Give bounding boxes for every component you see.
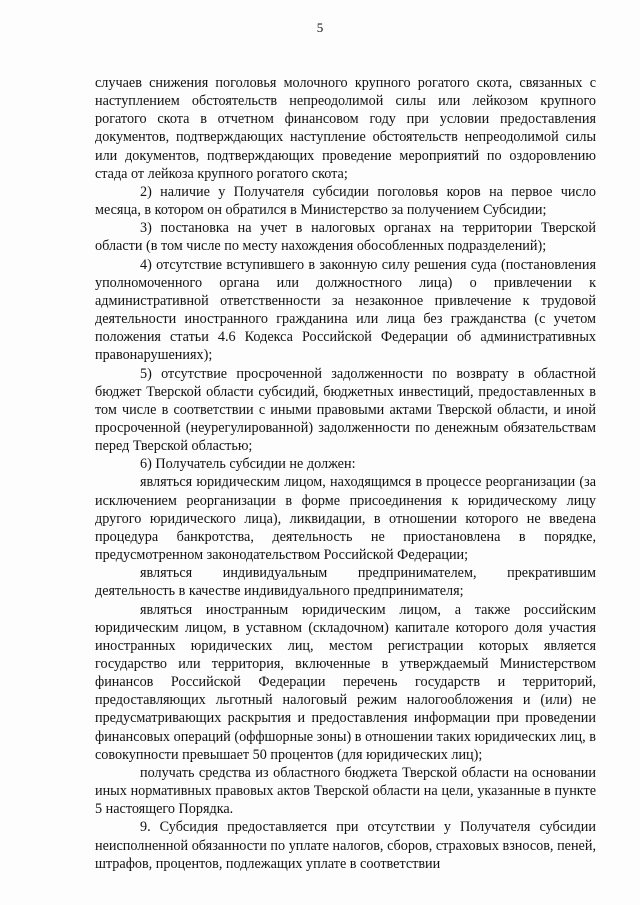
paragraph-item-5: 5) отсутствие просроченной задолженности по возврату в областной бюджет Тверской области субсидий, бюджетных инвестиций, предоставленных в том числе в соответствии с иными правовыми актами Тверской области, и иной просроченной (неурегулированной) задолженности по денежным обязательствам перед Тверской областью; (95, 365, 596, 455)
paragraph-item-3: 3) постановка на учет в налоговых органах на территории Тверской области (в том числе по месту нахождения обособленных подразделений); (95, 220, 596, 255)
paragraph-item-2: 2) наличие у Получателя субсидии поголовья коров на первое число месяца, в котором он обратился в Министерство за получением Субсидии; (95, 183, 596, 219)
paragraph-item-6: 6) Получатель субсидии не должен: (140, 456, 356, 473)
paragraph-foreign-entity: являться иностранным юридическим лицом, а также российским юридическим лицом, в уставном (складочном) капитале которого доля участия иностранных юридических лиц, местом регистрации которых является государство или территория, включенные в утверждаемый Министерством финансов Российской Федерации перечень государств и территорий, предоставляющих льготный налоговый режим налогообложения и (или) не предусматривающих раскрытия и предоставления информации при проведении финансовых операций (оффшорные зоны) в отношении таких юридических лиц, в совокупности превышает 50 процентов (для юридических лиц); (95, 601, 596, 763)
document-body (95, 74, 596, 873)
paragraph-item-9: 9. Субсидия предоставляется при отсутствии у Получателя субсидии неисполненной обязанности по уплате налогов, сборов, страховых взносов, пеней, штрафов, процентов, подлежащих уплате в соответствии (95, 819, 596, 872)
paragraph-entrepreneur: являться индивидуальным предпринимателем, прекратившим деятельность в качестве индивидуального предпринимателя; (95, 565, 596, 600)
paragraph-other-funds: получать средства из областного бюджета Тверской области на основании иных нормативных правовых актов Тверской области на цели, указанные в пункте 5 настоящего Порядка. (95, 764, 596, 818)
paragraph-reorganization: являться юридическим лицом, находящимся в процессе реорганизации (за исключением реорганизации в форме присоединения к юридическому лицу другого юридического лица), ликвидации, в отношении которого не введена процедура банкротства, деятельность не приостановлена в порядке, предусмотренном законодательством Российской Федерации; (95, 474, 596, 564)
paragraph-item-4: 4) отсутствие вступившего в законную силу решения суда (постановления уполномоченного органа или должностного лица) о привлечении к административной ответственности за незаконное привлечение к трудовой деятельности иностранного гражданина или лица без гражданства (с учетом положения статьи 4.6 Кодекса Российской Федерации об административных правонарушениях); (95, 256, 596, 364)
paragraph-continuation: случаев снижения поголовья молочного крупного рогатого скота, связанных с наступлением обстоятельств непреодолимой силы или лейкозом крупного рогатого скота в отчетном финансовом году при условии предоставления документов, подтверждающих наступление обстоятельств непреодолимой силы или документов, подтверждающих проведение мероприятий по оздоровлению стада от лейкоза крупного рогатого скота; (95, 75, 596, 182)
page-number: 5 (316, 20, 324, 35)
